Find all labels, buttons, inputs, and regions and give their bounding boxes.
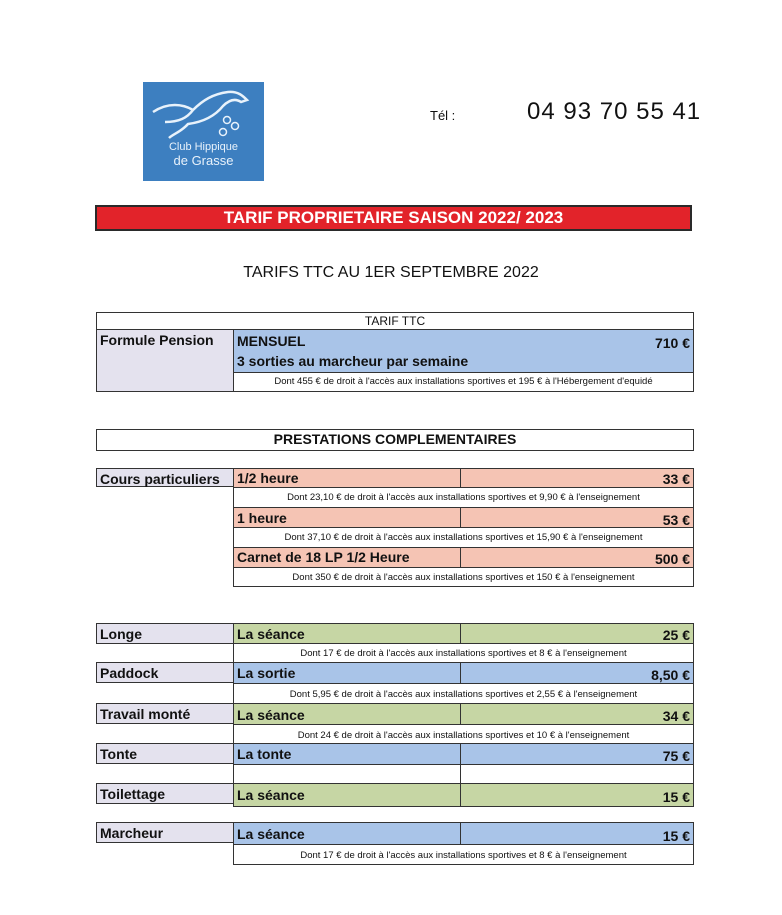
- service-item-cell: [233, 783, 461, 807]
- cours-note-1: Dont 23,10 € de droit à l'accès aux installations sportives et 9,90 € à l'enseignement: [287, 492, 640, 503]
- cours-price-2: 53 €: [662, 512, 690, 528]
- cours-price-3: 500 €: [654, 551, 690, 567]
- service-empty-cell: [233, 764, 461, 784]
- service-empty-cell: [460, 764, 694, 784]
- service-item-cell: [233, 743, 461, 765]
- cours-price-cell: [460, 547, 694, 568]
- cours-price-1: 33 €: [662, 471, 690, 487]
- cours-note-row: [233, 487, 694, 508]
- cours-item-cell: [233, 507, 461, 528]
- service-label: Marcheur: [96, 822, 234, 843]
- cours-note-row: [233, 567, 694, 587]
- service-price-cell: [460, 703, 694, 725]
- pension-note: Dont 455 € de droit à l'accès aux installations sportives et 195 € à l'Hébergement d'equidé: [274, 376, 653, 387]
- complementaires-title: PRESTATIONS COMPLEMENTAIRES: [273, 431, 517, 447]
- cours-label: Cours particuliers: [96, 468, 234, 487]
- service-label: Tonte: [96, 743, 234, 764]
- pension-line1: MENSUEL: [237, 333, 306, 349]
- cours-note-row: [233, 527, 694, 548]
- service-price-cell: [460, 662, 694, 684]
- service-note-row: [233, 643, 694, 663]
- service-price-cell: [460, 783, 694, 807]
- service-note: Dont 17 € de droit à l'accès aux installations sportives et 8 € à l'enseignement: [300, 648, 627, 659]
- service-item: La sortie: [237, 665, 296, 681]
- service-label: Travail monté: [96, 703, 234, 724]
- service-price: 15 €: [662, 789, 690, 805]
- service-note: Dont 17 € de droit à l'accès aux installations sportives et 8 € à l'enseignement: [300, 850, 627, 861]
- service-item-cell: [233, 662, 461, 684]
- service-item: La séance: [237, 826, 305, 842]
- service-price: 75 €: [662, 748, 690, 764]
- cours-item-3: Carnet de 18 LP 1/2 Heure: [237, 549, 410, 565]
- pension-label: Formule Pension: [96, 329, 234, 392]
- service-price: 8,50 €: [651, 667, 690, 683]
- service-item: La tonte: [237, 746, 292, 762]
- service-price: 15 €: [662, 828, 690, 844]
- service-price-cell: [460, 822, 694, 845]
- tel-label: Tél :: [430, 108, 456, 123]
- service-item: La séance: [237, 707, 305, 723]
- cours-note-2: Dont 37,10 € de droit à l'accès aux installations sportives et 15,90 € à l'enseignement: [284, 532, 643, 543]
- logo-line2: de Grasse: [173, 153, 234, 168]
- service-note: Dont 5,95 € de droit à l'accès aux installations sportives et 2,55 € à l'enseignement: [289, 689, 638, 700]
- service-price: 34 €: [662, 708, 690, 724]
- service-note-row: [233, 844, 694, 865]
- pension-note-row: [233, 372, 694, 392]
- horse-jumping-icon: [143, 82, 264, 142]
- pension-header: TARIF TTC: [364, 314, 426, 328]
- service-label: Paddock: [96, 662, 234, 683]
- service-item-cell: [233, 822, 461, 845]
- cours-item-cell: [233, 468, 461, 488]
- service-label: Longe: [96, 623, 234, 644]
- pension-header-row: [96, 312, 694, 330]
- service-item-cell: [233, 703, 461, 725]
- cours-price-cell: [460, 468, 694, 488]
- club-logo: [143, 82, 264, 181]
- cours-item-cell: [233, 547, 461, 568]
- service-item: La séance: [237, 626, 305, 642]
- service-item: La séance: [237, 787, 305, 803]
- service-price-cell: [460, 623, 694, 644]
- service-note-row: [233, 724, 694, 744]
- complementaires-header: [96, 429, 694, 451]
- service-note-row: [233, 683, 694, 704]
- subtitle: TARIFS TTC AU 1ER SEPTEMBRE 2022: [243, 264, 539, 281]
- cours-item-1: 1/2 heure: [237, 470, 299, 486]
- pension-price: 710 €: [654, 335, 690, 351]
- cours-note-3: Dont 350 € de droit à l'accès aux installations sportives et 150 € à l'enseignement: [292, 572, 635, 583]
- cours-item-2: 1 heure: [237, 510, 287, 526]
- service-price: 25 €: [662, 627, 690, 643]
- service-item-cell: [233, 623, 461, 644]
- pension-line2: 3 sorties au marcheur par semaine: [237, 353, 469, 369]
- cours-price-cell: [460, 507, 694, 528]
- logo-line1: Club Hippique: [168, 141, 239, 153]
- pension-offer: [233, 329, 694, 373]
- service-price-cell: [460, 743, 694, 765]
- title-banner: TARIF PROPRIETAIRE SAISON 2022/ 2023: [95, 205, 692, 231]
- tel-number: 04 93 70 55 41: [527, 98, 702, 125]
- service-note: Dont 24 € de droit à l'accès aux installations sportives et 10 € à l'enseignement: [297, 730, 630, 741]
- service-label: Toilettage: [96, 783, 234, 804]
